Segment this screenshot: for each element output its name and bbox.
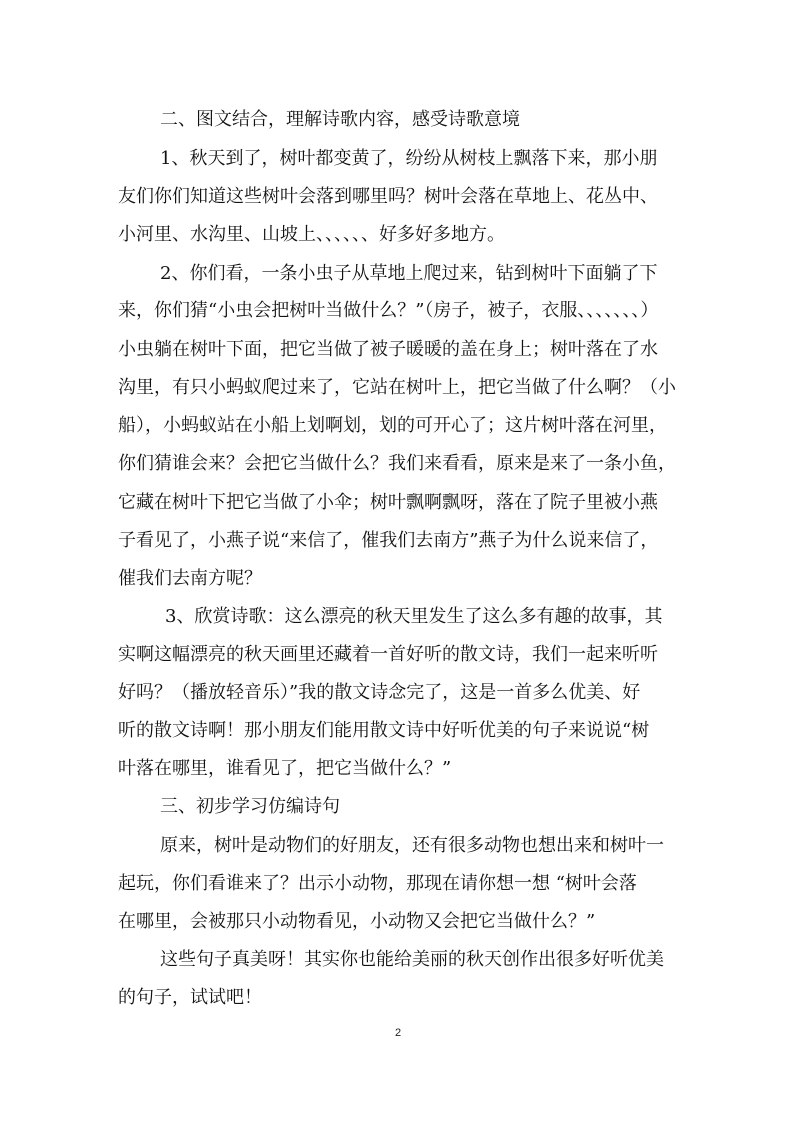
- paragraph-line: 1、秋天到了，树叶都变黄了，纷纷从树枝上飘落下来，那小朋: [160, 148, 658, 169]
- paragraph-line: 的句子，试试吧！: [118, 987, 262, 1008]
- paragraph-line: 子看见了，小燕子说“来信了，催我们去南方”燕子为什么说来信了，: [118, 530, 659, 551]
- paragraph-line: 你们猜谁会来？会把它当做什么？我们来看看，原来是来了一条小鱼，: [118, 453, 676, 474]
- paragraph-line: 这些句子真美呀！其实你也能给美丽的秋天创作出很多好听优美: [160, 949, 664, 970]
- paragraph-line: 在哪里，会被那只小动物看见，小动物又会把它当做什么？”: [118, 911, 596, 932]
- paragraph-line: 好吗？（播放轻音乐）”我的散文诗念完了，这是一首多么优美、好: [118, 682, 641, 703]
- section-heading: 三、初步学习仿编诗句: [160, 796, 340, 817]
- paragraph-line: 船），小蚂蚁站在小船上划啊划，划的可开心了；这片树叶落在河里，: [118, 415, 667, 436]
- paragraph-line: 2、你们看，一条小虫子从草地上爬过来，钻到树叶下面躺了下: [160, 263, 658, 284]
- paragraph-line: 催我们去南方呢？: [118, 568, 262, 589]
- section-heading: 二、图文结合，理解诗歌内容，感受诗歌意境: [160, 109, 520, 130]
- paragraph-line: 听的散文诗啊！那小朋友们能用散文诗中好听优美的句子来说说“树: [118, 720, 650, 741]
- paragraph-line: 3、欣赏诗歌：这么漂亮的秋天里发生了这么多有趣的故事，其: [165, 606, 663, 627]
- page-number: 2: [394, 1027, 402, 1039]
- paragraph-line: 来，你们猜“小虫会把树叶当做什么？”（房子，被子，衣服、、、、、、、）: [118, 300, 659, 321]
- paragraph-line: 小虫躺在树叶下面，把它当做了被子暖暖的盖在身上；树叶落在了水: [118, 339, 658, 360]
- paragraph-line: 叶落在哪里，谁看见了，把它当做什么？”: [118, 758, 452, 779]
- paragraph-line: 实啊这幅漂亮的秋天画里还藏着一首好听的散文诗，我们一起来听听: [118, 644, 658, 665]
- paragraph-line: 起玩，你们看谁来了？出示小动物，那现在请你想一想 “树叶会落: [118, 873, 637, 894]
- paragraph-line: 原来，树叶是动物们的好朋友，还有很多动物也想出来和树叶一: [160, 835, 664, 856]
- paragraph-line: 友们你们知道这些树叶会落到哪里吗？树叶会落在草地上、花丛中、: [118, 186, 658, 207]
- paragraph-line: 沟里，有只小蚂蚁爬过来了，它站在树叶上，把它当做了什么啊？（小: [118, 377, 676, 398]
- paragraph-line: 小河里、水沟里、山坡上、、、、、、好多好多地方。: [118, 224, 505, 245]
- paragraph-line: 它藏在树叶下把它当做了小伞；树叶飘啊飘呀，落在了院子里被小燕: [118, 492, 658, 513]
